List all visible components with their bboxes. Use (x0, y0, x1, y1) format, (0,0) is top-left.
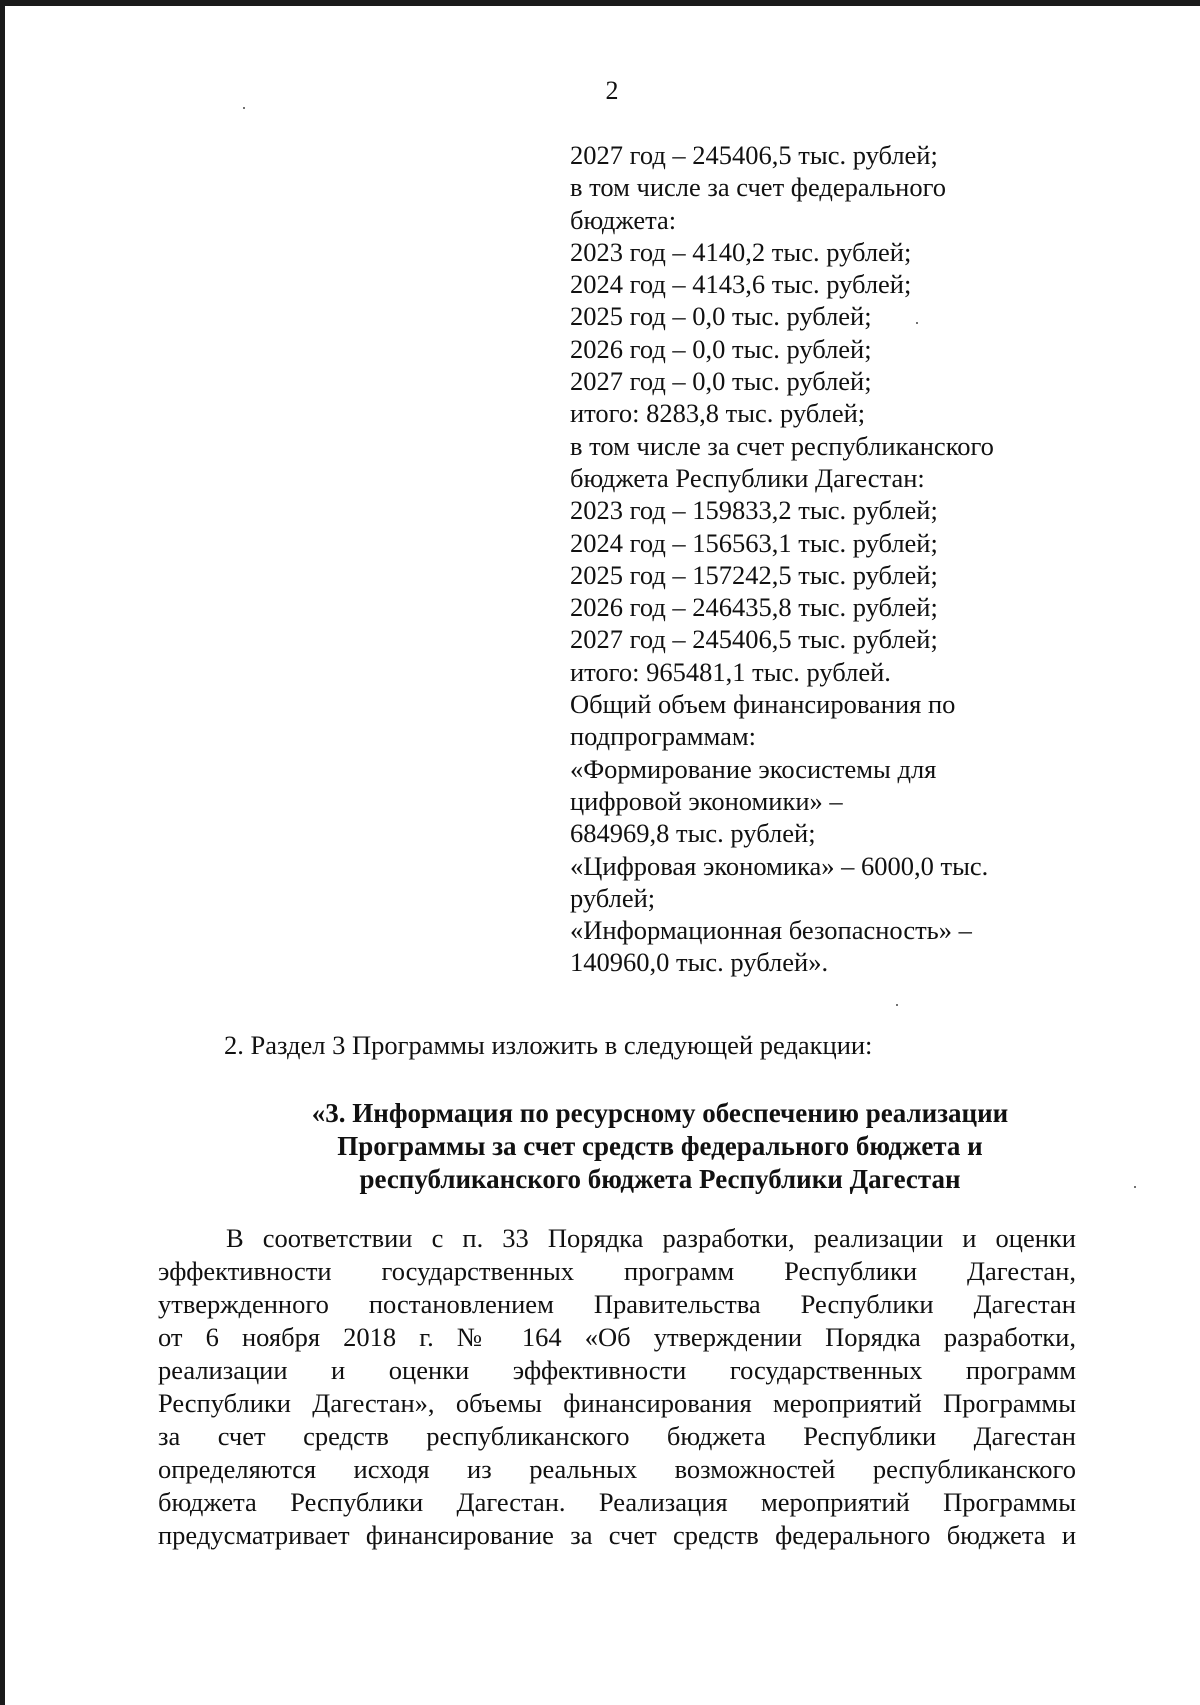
summary-line: 2023 год – 159833,2 тыс. рублей; (570, 495, 938, 526)
section-heading-line: «3. Информация по ресурсному обеспечению реализации (311, 1098, 1009, 1128)
summary-line: цифровой экономики» – (570, 785, 843, 816)
summary-line: Общий объем финансирования по (570, 689, 956, 720)
summary-line: 2024 год – 156563,1 тыс. рублей; (570, 527, 938, 558)
summary-line: «Формирование экосистемы для (570, 753, 937, 784)
summary-line: 2024 год – 4143,6 тыс. рублей; (570, 269, 912, 300)
scan-speck (243, 107, 245, 109)
summary-line: бюджета: (570, 204, 677, 235)
body-line: бюджета Республики Дагестан. Реализация мероприятий Программы (158, 1487, 1076, 1517)
body-line: эффективности государственных программ Республики Дагестан, (158, 1256, 1076, 1286)
summary-line: 2027 год – 0,0 тыс. рублей; (570, 366, 872, 397)
body-paragraph (158, 1222, 1076, 1552)
scan-speck (896, 1004, 898, 1006)
scan-border-top (0, 0, 1200, 6)
body-line: предусматривает финансирование за счет средств федерального бюджета и (158, 1520, 1076, 1550)
scan-border-left (0, 0, 5, 1705)
summary-line: бюджета Республики Дагестан: (570, 462, 925, 493)
summary-line: итого: 965481,1 тыс. рублей. (570, 656, 891, 687)
body-line: Республики Дагестан», объемы финансирования мероприятий Программы (158, 1388, 1076, 1418)
scan-speck (1134, 1186, 1136, 1188)
summary-line: рублей; (570, 882, 656, 913)
body-line: от 6 ноября 2018 г. № 164 «Об утверждении Порядка разработки, (158, 1322, 1076, 1352)
summary-line: 2027 год – 245406,5 тыс. рублей; (570, 624, 938, 655)
item-paragraph: 2. Раздел 3 Программы изложить в следующей редакции: (224, 1030, 873, 1060)
body-line: В соответствии с п. 33 Порядка разработки, реализации и оценки (226, 1223, 1076, 1253)
summary-line: 2027 год – 245406,5 тыс. рублей; (570, 140, 938, 170)
summary-line: подпрограммам: (570, 721, 756, 752)
body-line: утвержденного постановлением Правительства Республики Дагестан (158, 1289, 1076, 1319)
summary-line: в том числе за счет республиканского (570, 430, 994, 461)
funding-summary-block (570, 139, 1110, 979)
body-line: реализации и оценки эффективности государственных программ (158, 1355, 1076, 1385)
scan-speck (916, 322, 918, 324)
summary-line: 2025 год – 157242,5 тыс. рублей; (570, 559, 938, 590)
section-heading (160, 1097, 1160, 1196)
summary-line: 2026 год – 246435,8 тыс. рублей; (570, 592, 938, 623)
summary-line: 684969,8 тыс. рублей; (570, 818, 816, 849)
summary-line: 2025 год – 0,0 тыс. рублей; (570, 301, 872, 332)
summary-line: 140960,0 тыс. рублей». (570, 947, 829, 978)
page-number: 2 (605, 76, 619, 105)
summary-line: в том числе за счет федерального (570, 172, 947, 203)
summary-line: «Цифровая экономика» – 6000,0 тыс. (570, 850, 989, 881)
summary-line: 2023 год – 4140,2 тыс. рублей; (570, 236, 912, 267)
summary-line: «Информационная безопасность» – (570, 915, 972, 946)
summary-line: итого: 8283,8 тыс. рублей; (570, 398, 866, 429)
summary-line: 2026 год – 0,0 тыс. рублей; (570, 333, 872, 364)
body-line: за счет средств республиканского бюджета Республики Дагестан (158, 1421, 1076, 1451)
section-heading-line: республиканского бюджета Республики Дагестан (359, 1164, 961, 1194)
section-heading-line: Программы за счет средств федерального бюджета и (337, 1131, 983, 1161)
body-line: определяются исходя из реальных возможностей республиканского (158, 1454, 1076, 1484)
